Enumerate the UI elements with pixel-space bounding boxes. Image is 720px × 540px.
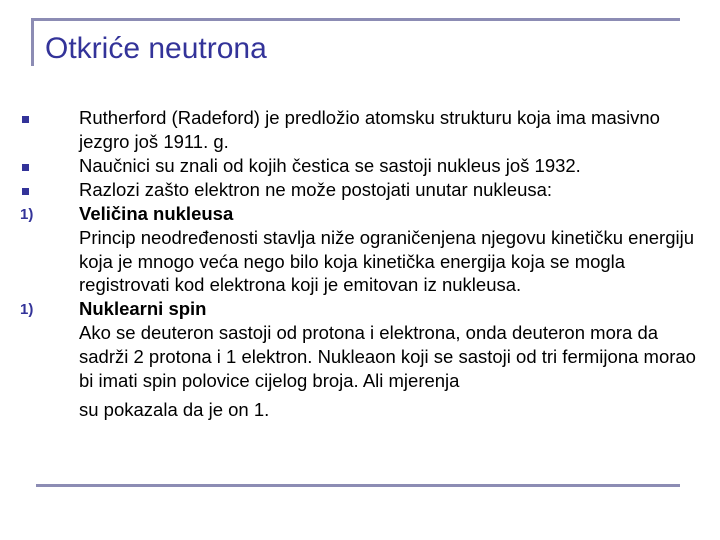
square-bullet-icon — [22, 164, 29, 171]
list-item-text: Razlozi zašto elektron ne može postojati unutar nukleusa: — [79, 179, 553, 200]
item-heading: Nuklearni spin — [79, 298, 207, 320]
slide-content — [20, 106, 700, 422]
footer-divider-line — [36, 484, 680, 487]
item-heading: Veličina nukleusa — [79, 203, 234, 224]
list-item-text: Rutherford (Radeford) je predložio atomsku strukturu koja ima masivno jezgro još 1911. g. — [79, 107, 660, 152]
slide-title: Otkriće neutrona — [45, 32, 267, 65]
item-body-text: Princip neodređenosti stavlja niže ograničenjena njegovu kinetičku energiju koja je mnogo veća nego bilo koja kinetička energija koja se mogla registrovati kod elektrona koji je emitovan iz nukleusa. — [79, 226, 694, 296]
list-item — [20, 178, 700, 202]
title-frame-left-line — [31, 18, 34, 66]
list-number-marker: 1) — [20, 301, 34, 319]
numbered-item — [20, 202, 700, 297]
list-item — [20, 106, 700, 154]
list-number-marker: 1) — [20, 206, 34, 223]
numbered-item — [20, 297, 700, 422]
list-item-text: Naučnici su znali od kojih čestica se sastoji nukleus još 1932. — [79, 155, 581, 176]
square-bullet-icon — [22, 116, 29, 123]
item-body-text: Ako se deuteron sastoji od protona i elektrona, onda deuteron mora da sadrži 2 protona i 1 elektron. Nukleaon koji se sastoji od tri fermijona morao bi imati spin polovice cijelog broja. Ali mjerenja — [79, 321, 696, 391]
title-frame-top-line — [31, 18, 680, 21]
list-item — [20, 154, 700, 178]
square-bullet-icon — [22, 188, 29, 195]
item-body-text-end: su pokazala da je on 1. — [79, 399, 270, 421]
